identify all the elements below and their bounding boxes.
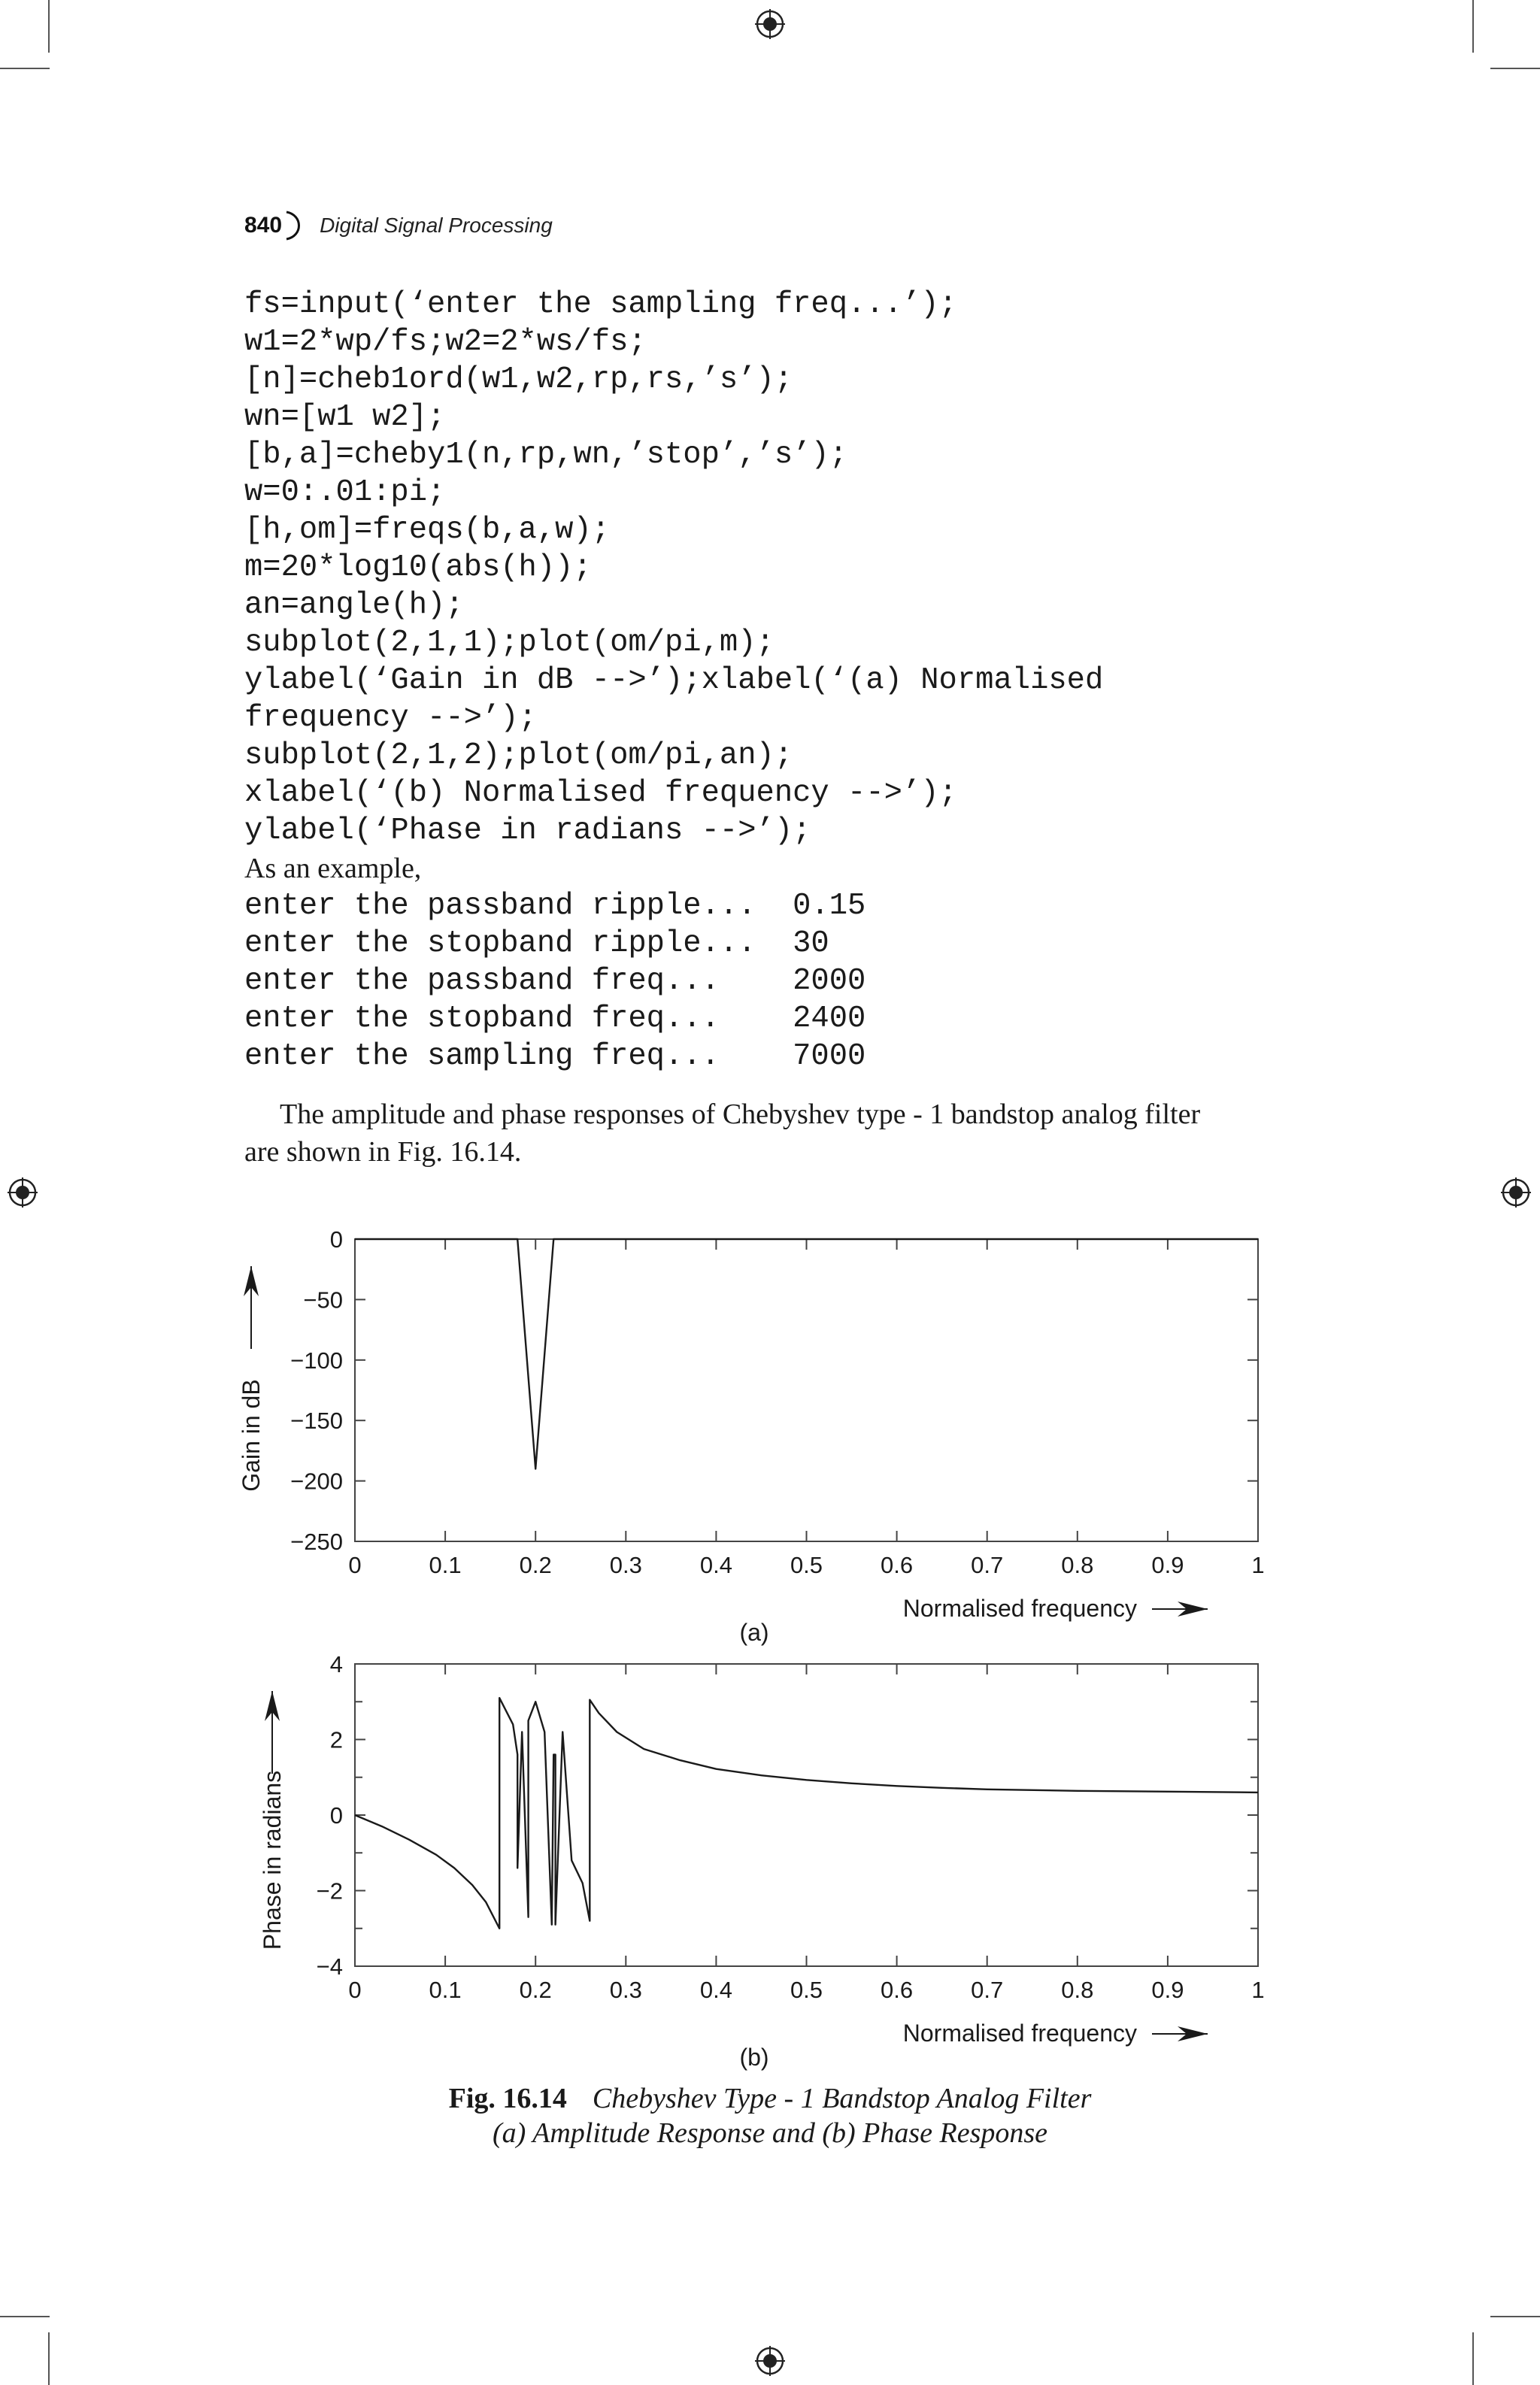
- code-line: subplot(2,1,2);plot(om/pi,an);: [244, 738, 793, 773]
- data-line: [355, 1239, 1258, 1469]
- crop-mark: [0, 2316, 50, 2317]
- y-tick-label: 0: [329, 1226, 343, 1253]
- caption-number: Fig. 16.14: [448, 2083, 567, 2114]
- x-tick-label: 0.8: [1061, 1552, 1094, 1578]
- crop-mark: [0, 68, 50, 69]
- crop-mark: [1472, 2332, 1474, 2385]
- x-tick-label: 0.8: [1061, 1977, 1094, 2003]
- crop-mark: [1472, 0, 1474, 53]
- paragraph-line: The amplitude and phase responses of Chebyshev type - 1 bandstop analog filter: [280, 1099, 1201, 1130]
- x-tick-label: 0.9: [1151, 1552, 1184, 1578]
- plot-frame: [355, 1239, 1258, 1541]
- x-tick-label: 0.9: [1151, 1977, 1184, 2003]
- registration-mark-icon: [755, 2346, 785, 2376]
- y-tick-label: −4: [316, 1953, 343, 1980]
- x-tick-label: 1: [1251, 1977, 1265, 2003]
- x-tick-label: 1: [1251, 1552, 1265, 1578]
- data-line: [355, 1698, 1258, 1929]
- x-tick-label: 0: [348, 1977, 362, 2003]
- code-line: w=0:.01:pi;: [244, 475, 446, 510]
- figure-16-14: [0, 1188, 1540, 2075]
- code-line: fs=input(‘enter the sampling freq...’);: [244, 287, 957, 322]
- y-axis-label: Phase in radians: [259, 1770, 286, 1950]
- example-line: enter the stopband ripple... 30: [244, 926, 829, 961]
- caption-subtitle: (a) Amplitude Response and (b) Phase Response: [492, 2117, 1048, 2149]
- example-line: enter the passband freq... 2000: [244, 964, 866, 999]
- code-line: an=angle(h);: [244, 588, 464, 623]
- example-intro: As an example,: [244, 853, 422, 884]
- x-tick-label: 0.1: [429, 1552, 462, 1578]
- chevron-right-icon: [283, 209, 306, 242]
- code-line: w1=2*wp/fs;w2=2*ws/fs;: [244, 325, 647, 359]
- y-tick-label: −2: [316, 1877, 343, 1905]
- y-tick-label: −100: [290, 1347, 343, 1374]
- x-tick-label: 0.2: [519, 1552, 552, 1578]
- phase-response-chart: [259, 1651, 1265, 2071]
- code-line: frequency -->’);: [244, 701, 537, 735]
- x-tick-label: 0.6: [881, 1977, 914, 2003]
- code-line: [b,a]=cheby1(n,rp,wn,’stop’,’s’);: [244, 438, 848, 472]
- y-tick-label: −150: [290, 1408, 343, 1435]
- x-tick-label: 0.6: [881, 1552, 914, 1578]
- y-axis-label: Gain in dB: [238, 1379, 265, 1492]
- example-line: enter the sampling freq... 7000: [244, 1039, 866, 1074]
- crop-mark: [1490, 68, 1540, 69]
- code-line: xlabel(‘(b) Normalised frequency -->’);: [244, 776, 957, 811]
- y-tick-label: 2: [329, 1726, 343, 1753]
- x-tick-label: 0: [348, 1552, 362, 1578]
- book-title: Digital Signal Processing: [320, 214, 553, 237]
- figure-caption-line2: [0, 2115, 1540, 2151]
- caption-title: Chebyshev Type - 1 Bandstop Analog Filter: [592, 2083, 1092, 2114]
- code-line: [n]=cheb1ord(w1,w2,rp,rs,’s’);: [244, 362, 793, 397]
- x-tick-label: 0.3: [609, 1977, 642, 2003]
- x-tick-label: 0.5: [790, 1977, 823, 2003]
- y-tick-label: 0: [329, 1802, 343, 1829]
- code-line: ylabel(‘Phase in radians -->’);: [244, 814, 811, 848]
- code-line: [h,om]=freqs(b,a,w);: [244, 513, 611, 547]
- y-tick-label: 4: [329, 1651, 343, 1677]
- example-line: enter the passband ripple... 0.15: [244, 889, 866, 923]
- registration-mark-icon: [755, 9, 785, 39]
- panel-label: (b): [739, 2044, 769, 2071]
- paragraph-line: are shown in Fig. 16.14.: [244, 1136, 522, 1168]
- x-tick-label: 0.7: [971, 1977, 1004, 2003]
- crop-mark: [48, 0, 50, 53]
- x-tick-label: 0.4: [699, 1552, 732, 1578]
- y-tick-label: −200: [290, 1468, 343, 1495]
- plot-frame: [355, 1664, 1258, 1966]
- x-axis-label: Normalised frequency: [902, 1595, 1137, 1622]
- code-line: ylabel(‘Gain in dB -->’);xlabel(‘(a) Normalised: [244, 663, 1104, 698]
- code-line: wn=[w1 w2];: [244, 400, 446, 435]
- x-tick-label: 0.1: [429, 1977, 462, 2003]
- running-head: [244, 209, 553, 242]
- page-number: 840: [244, 213, 283, 238]
- x-tick-label: 0.7: [971, 1552, 1004, 1578]
- x-tick-label: 0.5: [790, 1552, 823, 1578]
- x-tick-label: 0.3: [609, 1552, 642, 1578]
- panel-label: (a): [739, 1619, 769, 1646]
- code-line: subplot(2,1,1);plot(om/pi,m);: [244, 626, 775, 660]
- x-axis-label: Normalised frequency: [902, 2020, 1137, 2047]
- y-tick-label: −250: [290, 1529, 343, 1555]
- y-tick-label: −50: [303, 1286, 343, 1314]
- code-line: m=20*log10(abs(h));: [244, 550, 592, 585]
- x-tick-label: 0.4: [699, 1977, 732, 2003]
- crop-mark: [48, 2332, 50, 2385]
- x-tick-label: 0.2: [519, 1977, 552, 2003]
- example-line: enter the stopband freq... 2400: [244, 1002, 866, 1036]
- amplitude-response-chart: [238, 1226, 1265, 1646]
- figure-caption: [0, 2080, 1540, 2117]
- crop-mark: [1490, 2316, 1540, 2317]
